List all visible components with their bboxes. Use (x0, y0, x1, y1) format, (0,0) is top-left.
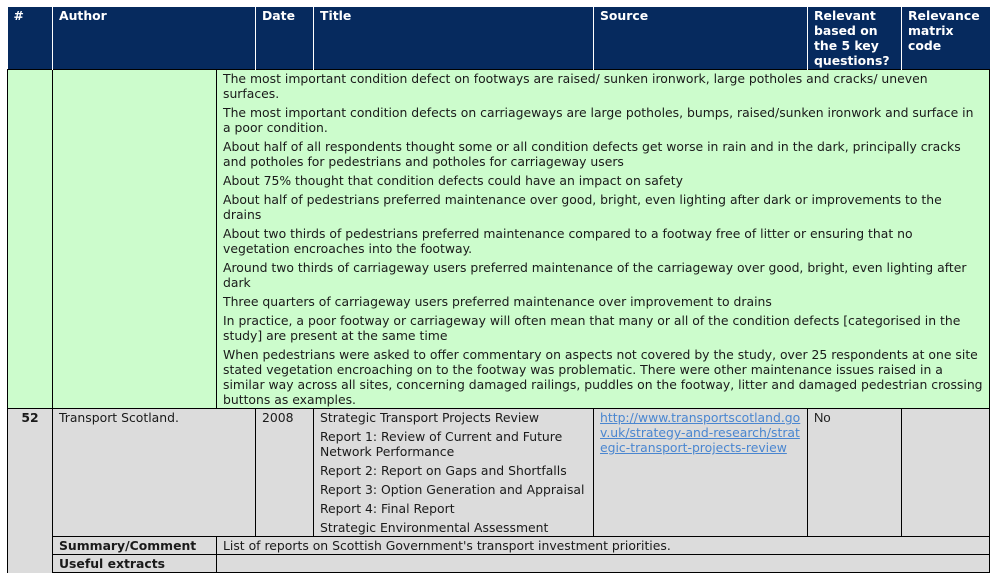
extract-paragraph: The most important condition defects on carriageways are large potholes, bumps, raised/sunken ironwork and surface in a poor condition. (223, 105, 974, 135)
extracts-label-cell (53, 70, 217, 409)
summary-row (8, 537, 990, 555)
entry-date: 2008 (256, 409, 314, 537)
table-header (8, 7, 990, 70)
entry-number: 52 (8, 409, 53, 573)
entry-title-item: Report 4: Final Report (320, 501, 455, 516)
entry-title-item: Strategic Transport Projects Review (320, 410, 540, 425)
entry-title-item: Report 1: Review of Current and Future Network Performance (320, 429, 563, 459)
extract-paragraph: Around two thirds of carriageway users preferred maintenance of the carriageway over good, bright, even lighting after dark (223, 260, 967, 290)
header-title: Title (314, 7, 594, 70)
extract-paragraph: Three quarters of carriageway users preferred maintenance over improvement to drains (223, 294, 772, 309)
extracts-row (8, 70, 990, 409)
entry-author: Transport Scotland. (53, 409, 256, 537)
header-author: Author (53, 7, 256, 70)
useful-extracts-label: Useful extracts (53, 555, 217, 573)
entry-titles (314, 409, 594, 537)
extract-paragraph: About half of all respondents thought some or all condition defects get worse in rain and in the dark, principally cracks and potholes for pedestrians and potholes for carriageway users (223, 139, 961, 169)
extract-paragraph: The most important condition defect on footways are raised/ sunken ironwork, large potholes and cracks/ uneven surfaces. (223, 71, 928, 101)
header-source: Source (594, 7, 808, 70)
extract-paragraph: About 75% thought that condition defects could have an impact on safety (223, 173, 683, 188)
entry-title-item: Report 3: Option Generation and Appraisal (320, 482, 585, 497)
header-matrix: Relevance matrix code (902, 7, 990, 70)
summary-label: Summary/Comment (53, 537, 217, 555)
entry-matrix-code (902, 409, 990, 537)
header-num: # (8, 7, 53, 70)
extracts-block (217, 70, 990, 409)
entry-row (8, 409, 990, 537)
extract-paragraph: About two thirds of pedestrians preferred maintenance compared to a footway free of litter or ensuring that no vegetation encroaches into the footway. (223, 226, 913, 256)
extract-paragraph: About half of pedestrians preferred maintenance over good, bright, even lighting after dark or improvements to the drains (223, 192, 942, 222)
entry-title-item: Strategic Environmental Assessment (320, 520, 549, 535)
extract-paragraph: When pedestrians were asked to offer commentary on aspects not covered by the study, over 25 respondents at one site stated vegetation encroaching on to the footway was problematic. There were other maintenance issues raised in a similar way across all sites, concerning damaged railings, puddles on the footway, litter and damaged pedestrian crossing buttons as examples. (223, 347, 983, 407)
entry-relevant: No (808, 409, 902, 537)
entry-title-item: Report 2: Report on Gaps and Shortfalls (320, 463, 567, 478)
extracts-num-cell (8, 70, 53, 409)
source-link[interactable]: http://www.transportscotland.gov.uk/strategy-and-research/strategic-transport-projects-review (600, 410, 801, 455)
literature-review-table (7, 7, 990, 573)
extract-paragraph: In practice, a poor footway or carriageway will often mean that many or all of the condition defects [categorised in the study] are present at the same time (223, 313, 961, 343)
summary-text: List of reports on Scottish Government's transport investment priorities. (217, 537, 990, 555)
header-relevant: Relevant based on the 5 key questions? (808, 7, 902, 70)
header-date: Date (256, 7, 314, 70)
entry-source (594, 409, 808, 537)
